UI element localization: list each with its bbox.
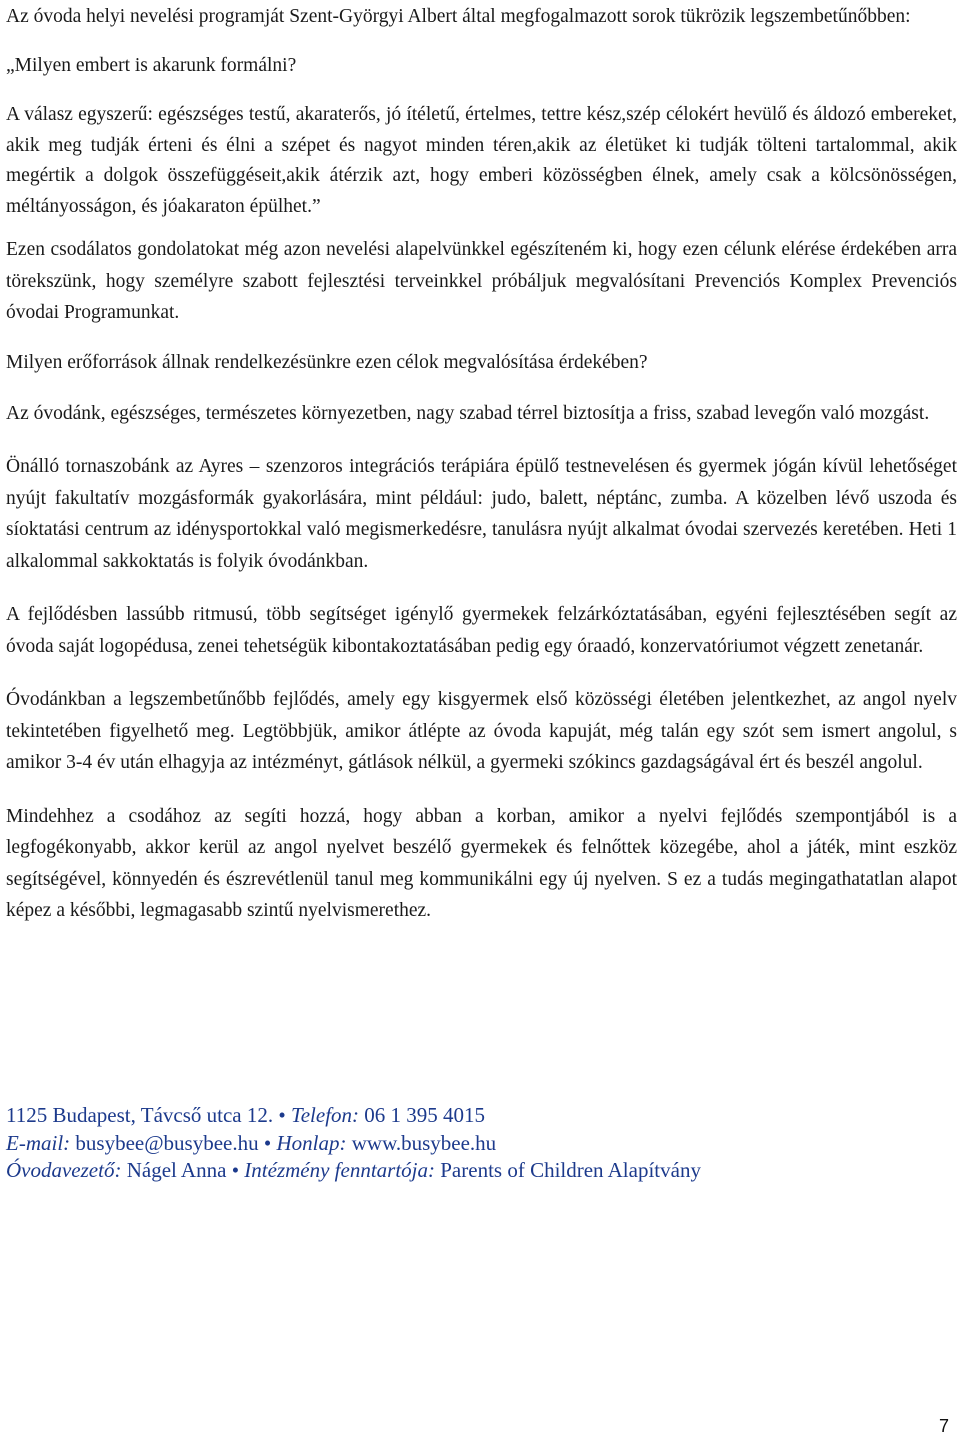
maintainer-label: Intézmény fenntartója: bbox=[244, 1158, 435, 1182]
paragraph-resources-question: Milyen erőforrások állnak rendelkezésünkre ezen célok megvalósítása érdekében? bbox=[6, 351, 648, 373]
footer-line-address bbox=[6, 1102, 701, 1130]
phone-label: Telefon: bbox=[290, 1103, 360, 1127]
email-label: E-mail: bbox=[6, 1130, 71, 1155]
document-page bbox=[6, 0, 957, 927]
website-label: Honlap: bbox=[276, 1130, 347, 1155]
intro-paragraph: Az óvoda helyi nevelési programját Szent-Györgyi Albert által megfogalmazott sorok tükrözik legszembetűnőbben: bbox=[6, 6, 911, 27]
email-link[interactable]: busybee@busybee.hu bbox=[75, 1130, 259, 1155]
contact-footer bbox=[6, 1102, 701, 1185]
address-text: 1125 Budapest, Távcső utca 12. bbox=[6, 1103, 274, 1127]
paragraph-environment: Az óvodánk, egészséges, természetes környezetben, nagy szabad térrel biztosítja a friss, szabad levegőn való mozgást. bbox=[6, 402, 930, 424]
director-name: Nágel Anna bbox=[126, 1158, 227, 1182]
paragraph-development: A fejlődésben lassúbb ritmusú, több segítséget igénylő gyermekek felzárkóztatásában, egyéni fejlesztésében segít az óvoda saját logopédusa, zenei tehetségük kibontakoztatásában pedig egy óraadó, konzervatóriumot végzett zenetanár. bbox=[6, 604, 957, 657]
paragraph-principles: Ezen csodálatos gondolatokat még azon nevelési alapelvünkkel egészíteném ki, hogy ezen célunk elérése érdekében arra törekszünk, hogy személyre szabott fejlesztési terveinkkel próbáljuk megvalósítani Prevenciós Komplex Prevenciós óvodai Programunkat. bbox=[6, 239, 957, 323]
footer-line-contact bbox=[6, 1130, 701, 1158]
paragraph-gym: Önálló tornaszobánk az Ayres – szenzoros integrációs terápiára épülő testnevelésen és gyermek jógán kívül lehetőséget nyújt fakultatív mozgásformák gyakorlására, mint például: judo, balett, néptánc, zumba. A közelben lévő uszoda és síoktatási centrum az idénysportokkal való megismerkedésre, tanulásra nyújt alkalmat óvodai szervezés keretében. Heti 1 alkalommal sakkoktatás is folyik óvodánkban. bbox=[6, 456, 957, 572]
paragraph-english: Óvodánkban a legszembetűnőbb fejlődés, amely egy kisgyermek első közösségi életében jelentkezhet, az angol nyelv tekintetében figyelhető meg. Legtöbbjük, amikor átlépte az óvoda kapuját, még talán egy szót sem ismert angolul, s amikor 3-4 év után elhagyja az intézményt, gátlások nélkül, a gyermeki szókincs gazdagságával ért és beszél angolul. bbox=[6, 689, 957, 773]
bullet-separator: • bbox=[278, 1103, 286, 1127]
paragraph-language-age: Mindehhez a csodához az segíti hozzá, hogy abban a korban, amikor a nyelvi fejlődés szempontjából is a legfogékonyabb, akkor kerül az angol nyelvet beszélő gyermekek és felnőttek közegébe, ahol a játék, mint eszköz segítségével, könnyedén és észrevétlenül tanul meg kommunikálni egy új nyelven. S ez a tudás megingathatatlan alapot képez a későbbi, legmagasabb szintű nyelvismerethez. bbox=[6, 805, 957, 921]
maintainer-name: Parents of Children Alapítvány bbox=[440, 1158, 701, 1182]
phone-number: 06 1 395 4015 bbox=[364, 1103, 486, 1127]
quote-answer: A válasz egyszerű: egészséges testű, akaraterős, jó ítéletű, értelmes, tettre kész,szép célokért hevülő és áldozó embereket, akik meg tudják érteni és élni a szépet és nagyot minden téren,akik az életüket ki tudják tölteni tartalommal, akik megértik a dolgok összefüggéseit,akik átérzik azt, hogy emberi közösségben élnek, amely csak a kölcsönösségen, méltányosságon, és jóakaraton épülhet.” bbox=[6, 104, 957, 217]
quote-question: „Milyen embert is akarunk formálni? bbox=[6, 55, 297, 76]
page-number: 7 bbox=[939, 1416, 950, 1436]
bullet-separator: • bbox=[263, 1130, 272, 1155]
director-label: Óvodavezető: bbox=[6, 1158, 122, 1182]
footer-line-management bbox=[6, 1157, 701, 1185]
bullet-separator: • bbox=[231, 1158, 240, 1182]
website-link[interactable]: www.busybee.hu bbox=[351, 1130, 497, 1155]
